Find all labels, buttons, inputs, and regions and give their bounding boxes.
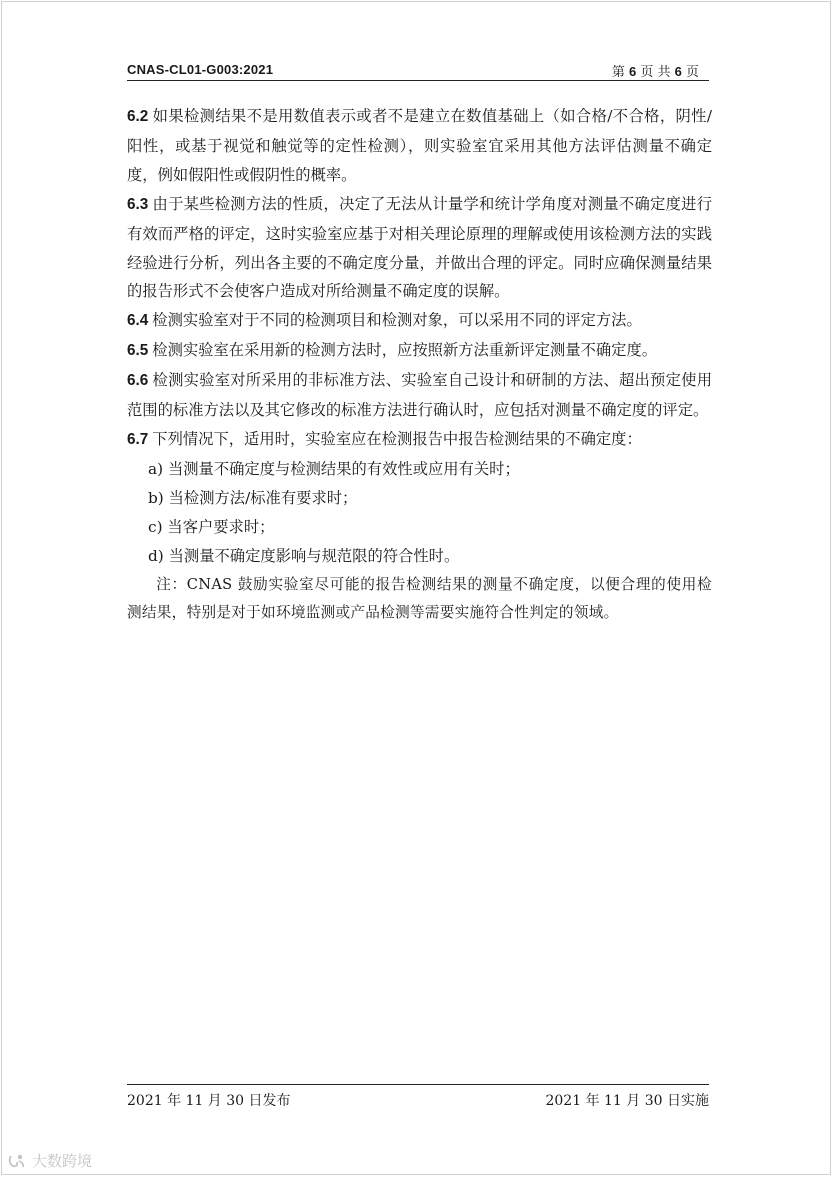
page-header (127, 58, 709, 81)
brand-logo-icon (8, 1153, 26, 1169)
section-text: 下列情况下，适用时，实验室应在检测报告中报告检测结果的不确定度： (152, 429, 642, 448)
page-total: 6 (674, 64, 682, 79)
section-number: 6.3 (127, 195, 149, 213)
section-6-6 (127, 366, 712, 425)
section-6-4 (127, 306, 712, 336)
publish-date: 2021 年 11 月 30 日发布 (127, 1093, 291, 1109)
section-text: 如果检测结果不是用数值表示或者不是建立在数值基础上（如合格/不合格，阴性/阳性，或基于视觉和触觉等的定性检测），则实验室宜采用其他方法评估测量不确定度，例如假阳性或假阴性的概率。 (127, 107, 712, 184)
section-6-2 (127, 102, 712, 190)
watermark (8, 1150, 92, 1171)
section-6-7 (127, 425, 712, 455)
section-text: 检测实验室对所采用的非标准方法、实验室自己设计和研制的方法、超出预定使用范围的标准方法以及其它修改的标准方法进行确认时，应包括对测量不确定度的评定。 (127, 371, 712, 420)
section-number: 6.5 (127, 342, 149, 360)
page-number: 第 6 页 共 6 页 (611, 64, 699, 80)
section-number: 6.4 (127, 312, 149, 330)
list-item-d: d) 当测量不确定度影响与规范限的符合性时。 (148, 546, 460, 565)
list-item-a: a) 当测量不确定度与检测结果的有效性或应用有关时； (148, 459, 520, 478)
section-number: 6.6 (127, 372, 149, 390)
page-current: 6 (628, 64, 637, 79)
section-text: 检测实验室对于不同的检测项目和检测对象，可以采用不同的评定方法。 (152, 311, 642, 330)
list-item-c: c) 当客户要求时； (148, 517, 275, 536)
list-item-b: b) 当检测方法/标准有要求时； (148, 488, 358, 507)
document-body (127, 102, 712, 628)
page-footer (127, 1084, 709, 1115)
section-6-3 (127, 190, 712, 307)
section-number: 6.2 (127, 108, 149, 125)
watermark-text: 大数跨境 (32, 1152, 93, 1170)
section-6-5 (127, 336, 712, 366)
section-text: 由于某些检测方法的性质，决定了无法从计量学和统计学角度对测量不确定度进行有效而严格的评定，这时实验室应基于对相关理论原理的理解或使用该检测方法的实践经验进行分析，列出各主要的不确定度分量，并做出合理的评定。同时应确保测量结果的报告形式不会使客户造成对所给测量不确定度的误解。 (127, 194, 712, 301)
section-number: 6.7 (127, 430, 149, 448)
section-text: 检测实验室在采用新的检测方法时，应按照新方法重新评定测量不确定度。 (152, 341, 658, 360)
document-id: CNAS-CL01-G003:2021 (127, 62, 274, 77)
implementation-date: 2021 年 11 月 30 日实施 (545, 1093, 709, 1109)
note-paragraph: 注：CNAS 鼓励实验室尽可能的报告检测结果的测量不确定度，以便合理的使用检测结果，特别是对于如环境监测或产品检测等需要实施符合性判定的领域。 (127, 575, 712, 622)
